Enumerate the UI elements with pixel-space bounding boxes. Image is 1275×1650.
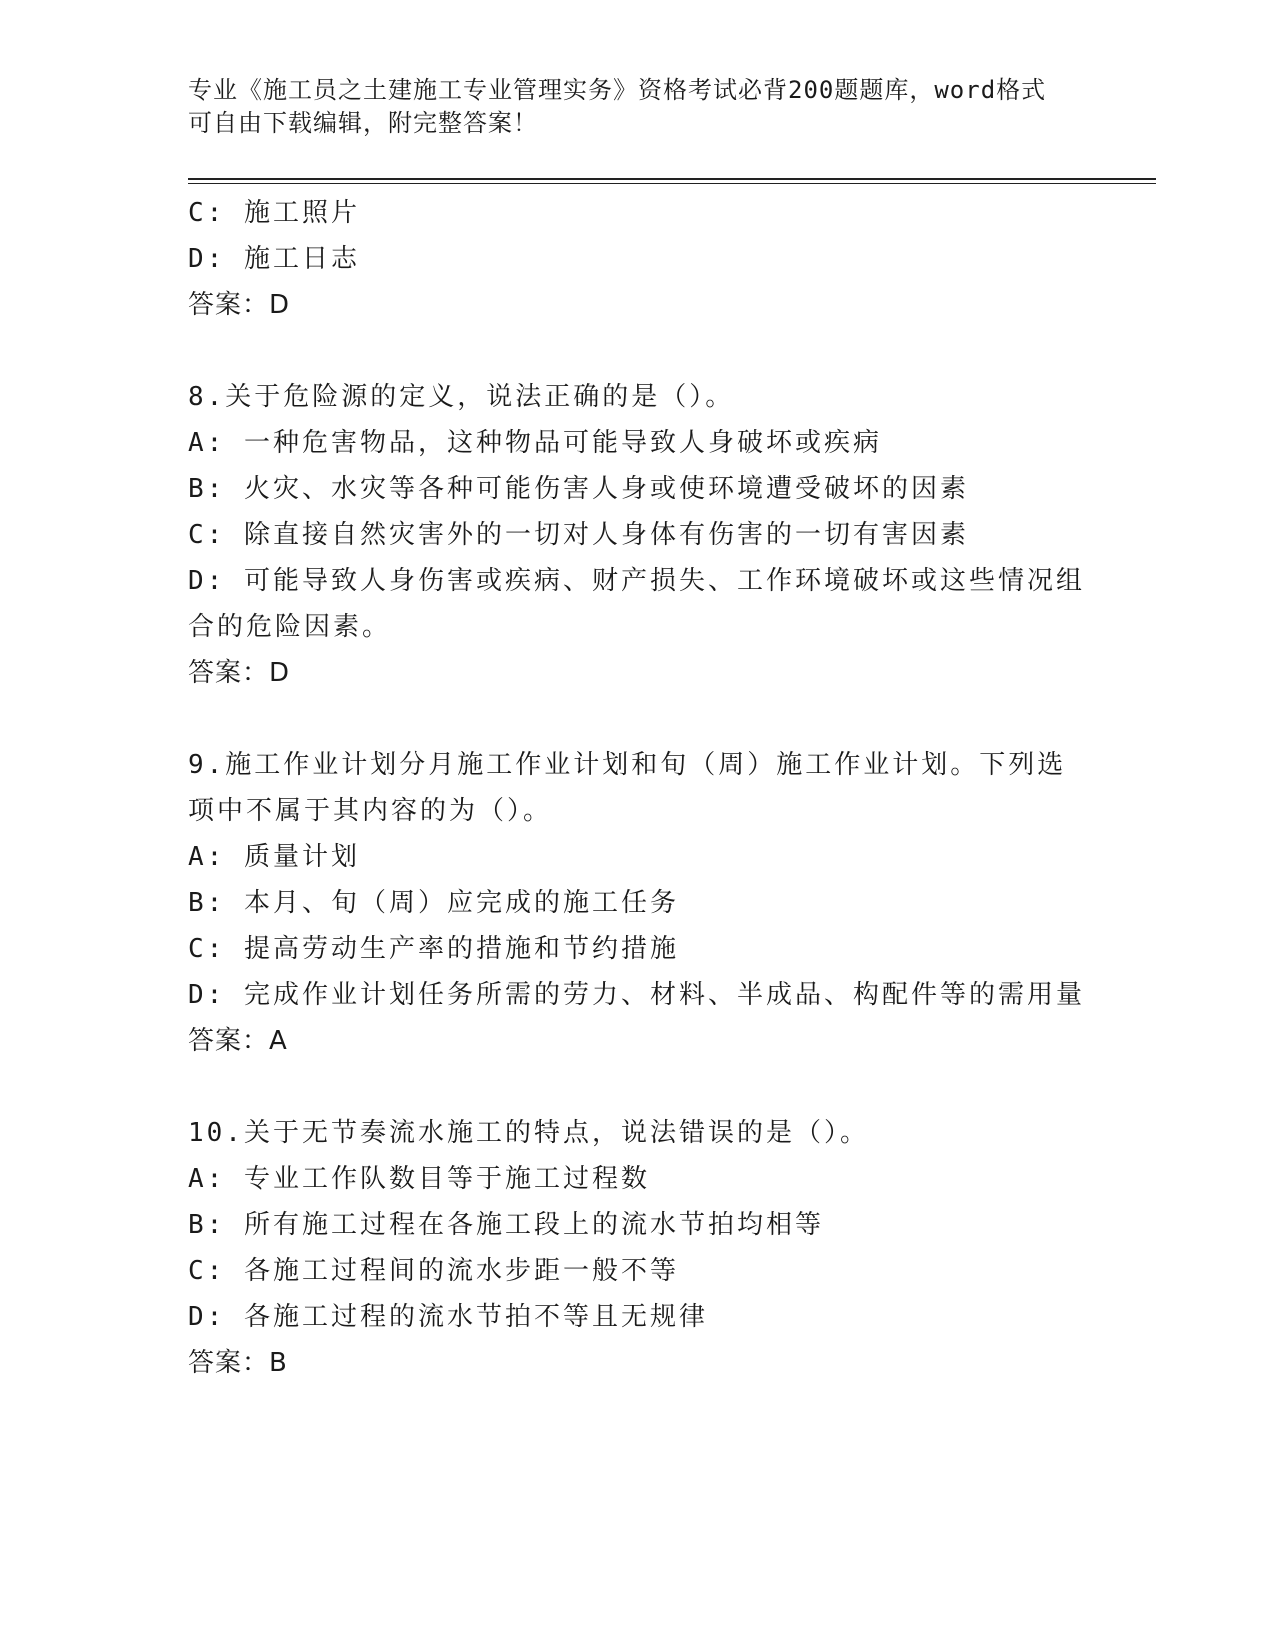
answer: 答案：D bbox=[188, 658, 291, 688]
document-header: 专业《施工员之土建施工专业管理实务》资格考试必背200题题库，word格式可自由下载编辑，附完整答案！ bbox=[188, 76, 1047, 137]
option-a: A: 质量计划 bbox=[188, 842, 360, 872]
header-divider-thin bbox=[188, 183, 1156, 184]
option-c: C: 各施工过程间的流水步距一般不等 bbox=[188, 1256, 679, 1286]
spacer bbox=[188, 696, 1088, 742]
question-stem: 10.关于无节奏流水施工的特点，说法错误的是（）。 bbox=[188, 1118, 869, 1148]
question-stem: 9.施工作业计划分月施工作业计划和旬（周）施工作业计划。下列选项中不属于其内容的为（）。 bbox=[188, 750, 1067, 826]
question-stem: 8.关于危险源的定义，说法正确的是（）。 bbox=[188, 382, 735, 412]
spacer bbox=[188, 328, 1088, 374]
option-a: A: 一种危害物品，这种物品可能导致人身破坏或疾病 bbox=[188, 428, 882, 458]
answer: 答案：A bbox=[188, 1026, 288, 1056]
answer: 答案：D bbox=[188, 290, 291, 320]
option-d: D: 各施工过程的流水节拍不等且无规律 bbox=[188, 1302, 708, 1332]
header-divider-thick bbox=[188, 178, 1156, 180]
option-c: C: 施工照片 bbox=[188, 198, 360, 228]
option-d: D: 施工日志 bbox=[188, 244, 360, 274]
option-b: B: 所有施工过程在各施工段上的流水节拍均相等 bbox=[188, 1210, 824, 1240]
option-d: D: 可能导致人身伤害或疾病、财产损失、工作环境破坏或这些情况组合的危险因素。 bbox=[188, 566, 1085, 642]
answer: 答案：B bbox=[188, 1348, 288, 1378]
option-d: D: 完成作业计划任务所需的劳力、材料、半成品、构配件等的需用量 bbox=[188, 980, 1085, 1010]
question-content bbox=[188, 190, 1088, 1386]
option-c: C: 提高劳动生产率的措施和节约措施 bbox=[188, 934, 679, 964]
spacer bbox=[188, 1064, 1088, 1110]
option-c: C: 除直接自然灾害外的一切对人身体有伤害的一切有害因素 bbox=[188, 520, 969, 550]
option-b: B: 火灾、水灾等各种可能伤害人身或使环境遭受破坏的因素 bbox=[188, 474, 969, 504]
option-a: A: 专业工作队数目等于施工过程数 bbox=[188, 1164, 650, 1194]
option-b: B: 本月、旬（周）应完成的施工任务 bbox=[188, 888, 679, 918]
